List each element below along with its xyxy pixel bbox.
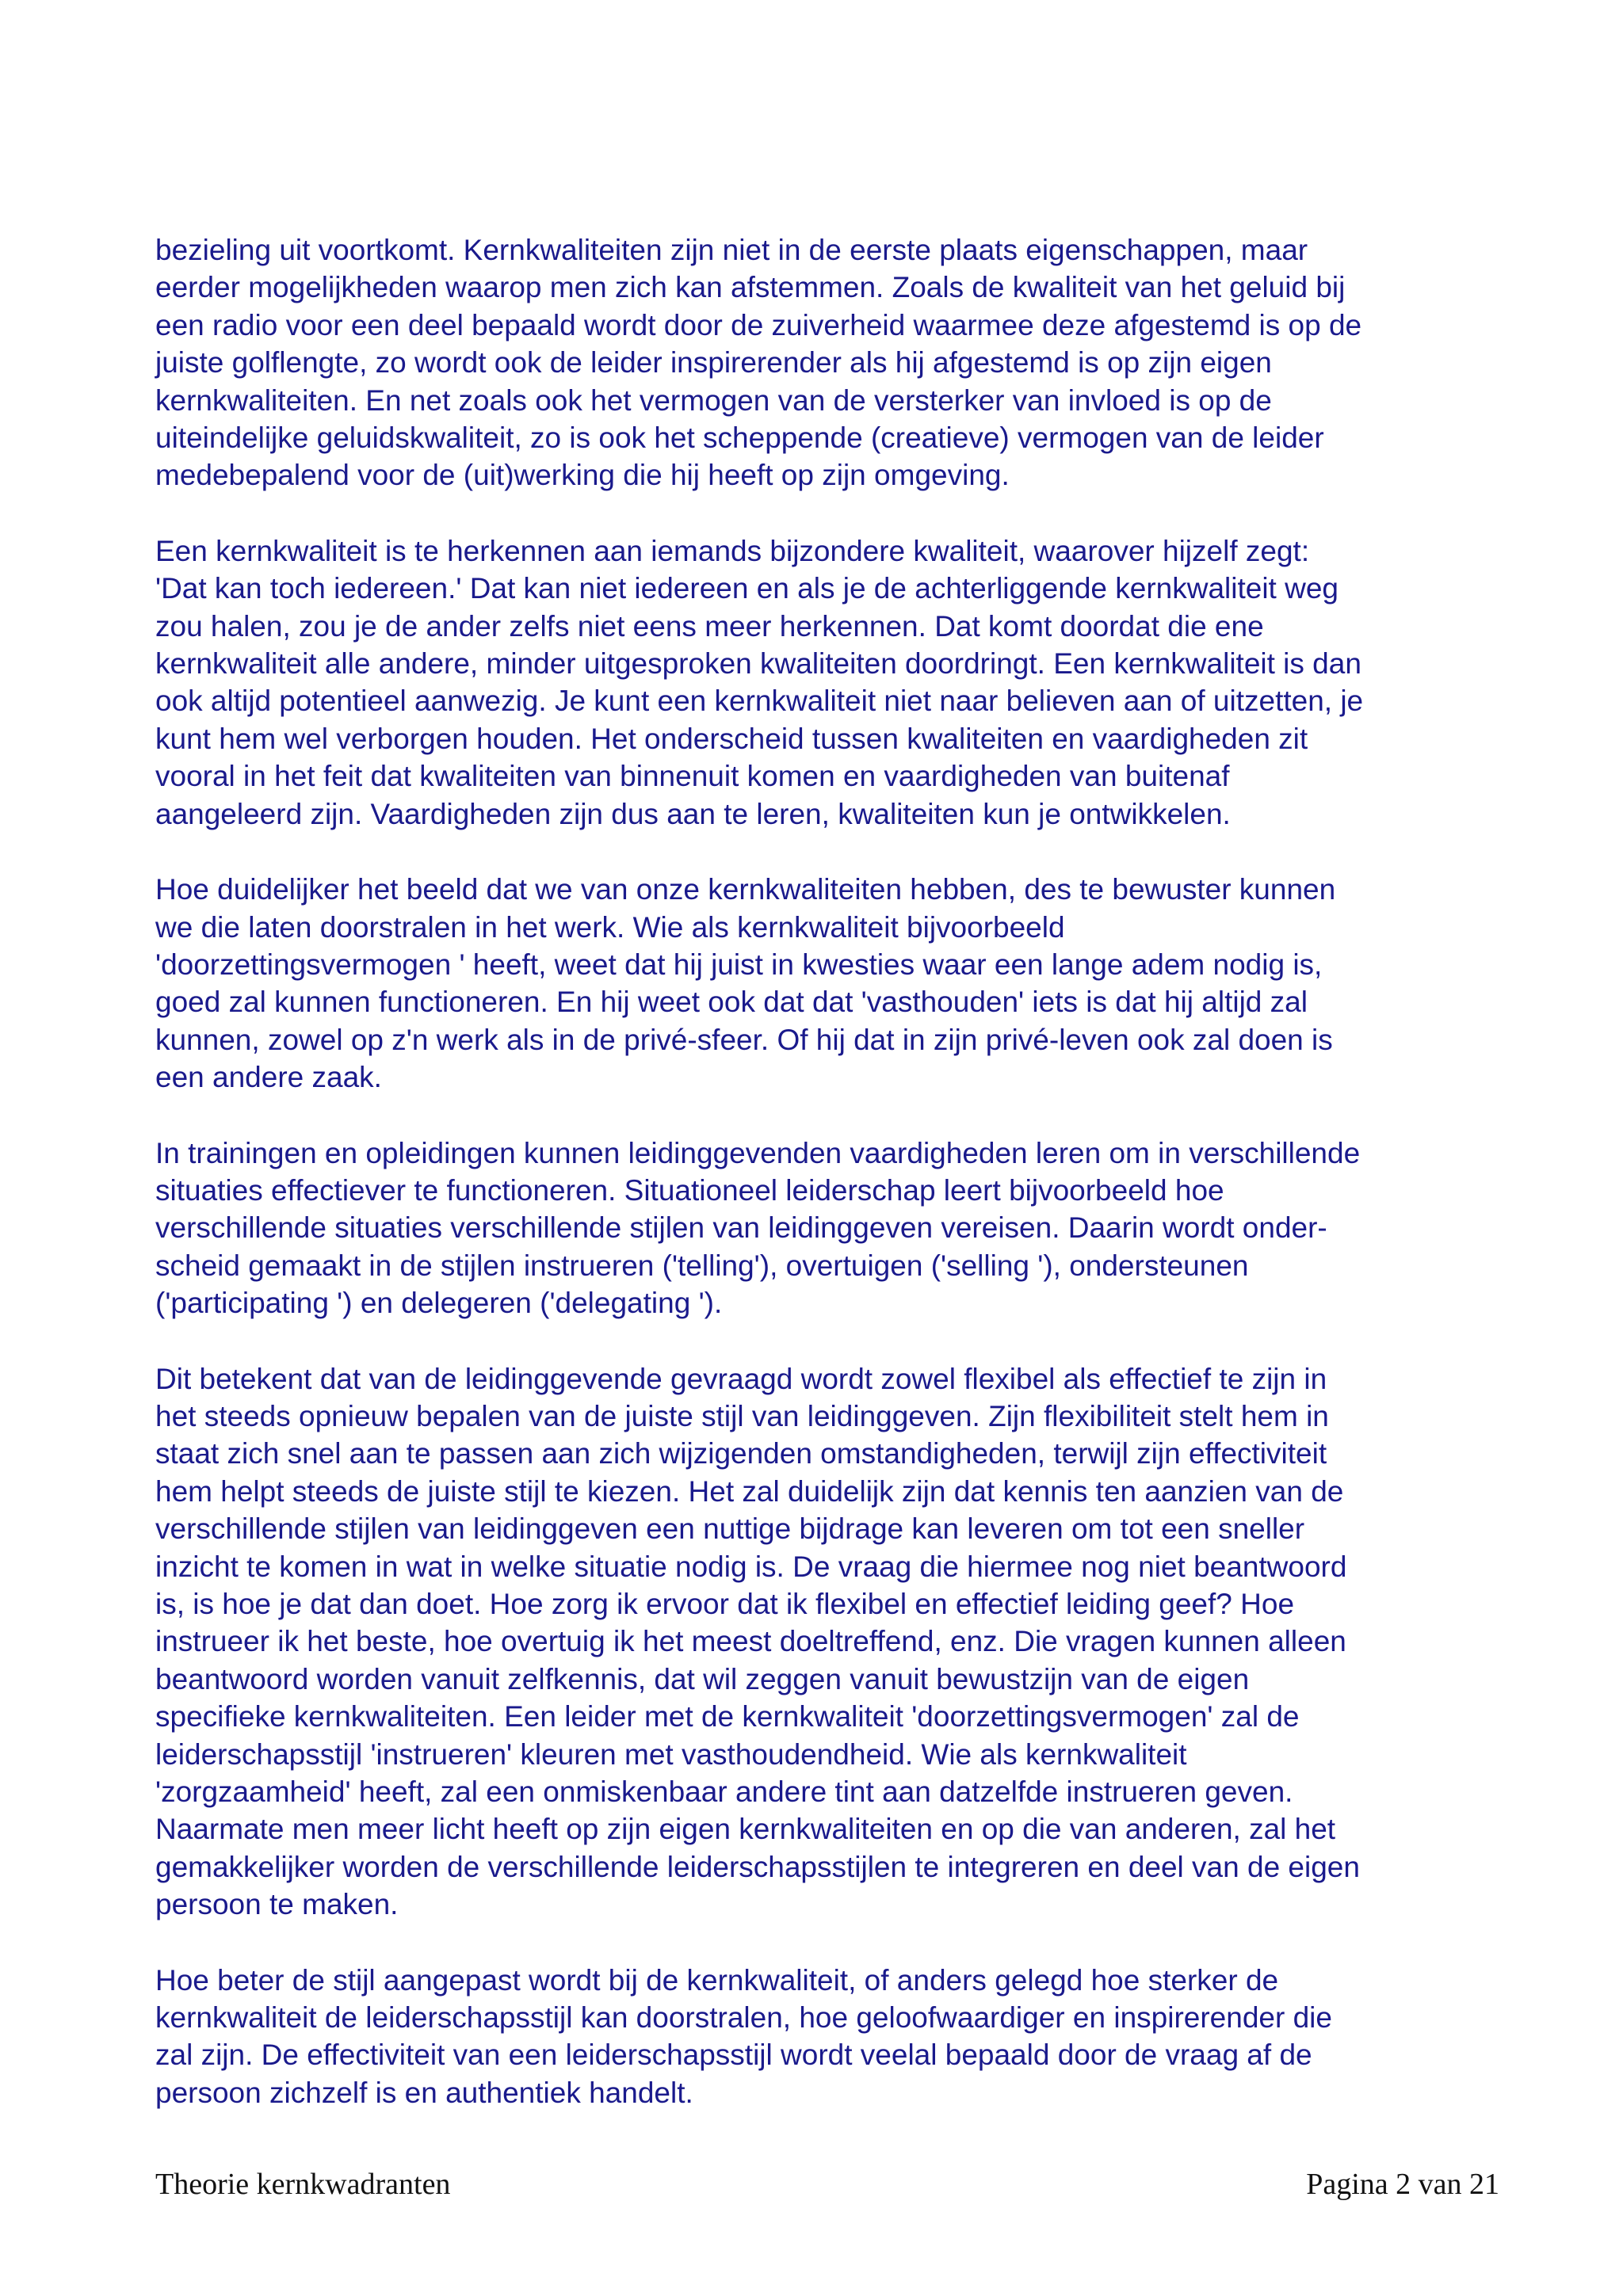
paragraph-5: Dit betekent dat van de leidinggevende gevraagd wordt zowel flexibel als effectief te zijn in het steeds opnieuw bepalen van de juiste stijl van leidinggeven. Zijn flexibiliteit stelt hem in staat zich snel aan te passen aan zich wijzigenden omstandigheden, terwijl zijn effectiviteit hem helpt steeds de juiste stijl te kiezen. Het zal duidelijk zijn dat kennis ten aanzien van de verschillende stijlen van leidinggeven een nuttige bijdrage kan leveren om tot een sneller inzicht te komen in wat in welke situatie nodig is. De vraag die hiermee nog niet beantwoord is, is hoe je dat dan doet. Hoe zorg ik ervoor dat ik flexibel en effectief leiding geef? Hoe instrueer ik het beste, hoe overtuig ik het meest doeltreffend, enz. Die vragen kunnen alleen beantwoord worden vanuit zelfkennis, dat wil zeggen vanuit bewustzijn van de eigen specifieke kernkwaliteiten. Een leider met de kernkwaliteit 'doorzettingsvermogen' zal de leiderschapsstijl 'instrueren' kleuren met vasthoudendheid. Wie als kernkwaliteit 'zorgzaamheid' heeft, zal een onmiskenbaar andere tint aan datzelfde instrueren geven. Naarmate men meer licht heeft op zijn eigen kernkwaliteiten en op die van anderen, zal het gemakkelijker worden de verschillende leiderschapsstijlen te integreren en deel van de eigen persoon te maken. — [155, 1362, 1360, 1921]
paragraph-4: In trainingen en opleidingen kunnen leidinggevenden vaardigheden leren om in verschillende situaties effectiever te functioneren. Situationeel leiderschap leert bijvoorbeeld hoe verschillende situaties verschillende stijlen van leidinggeven vereisen. Daarin wordt onder- scheid gemaakt in de stijlen instrueren ('telling'), overtuigen ('selling '), ondersteunen ('participating ') en delegeren ('delegating '). — [155, 1136, 1361, 1320]
footer-document-title: Theorie kernkwadranten — [155, 2168, 451, 2201]
paragraph-6: Hoe beter de stijl aangepast wordt bij de kernkwaliteit, of anders gelegd hoe sterker de kernkwaliteit de leiderschapsstijl kan doorstralen, hoe geloofwaardiger en inspirerender die zal zijn. De effectiviteit van een leiderschapsstijl wordt veelal bepaald door de vraag af de persoon zichzelf is en authentiek handelt. — [155, 1963, 1332, 2109]
paragraph-2: Een kernkwaliteit is te herkennen aan iemands bijzondere kwaliteit, waarover hijzelf zegt: 'Dat kan toch iedereen.' Dat kan niet iedereen en als je de achterliggende kernkwaliteit weg zou halen, zou je de ander zelfs niet eens meer herkennen. Dat komt doordat die ene kernkwaliteit alle andere, minder uitgesproken kwaliteiten doordringt. Een kernkwaliteit is dan ook altijd potentieel aanwezig. Je kunt een kernkwaliteit niet naar believen aan of uitzetten, je kunt hem wel verborgen houden. Het onderscheid tussen kwaliteiten en vaardigheden zit vooral in het feit dat kwaliteiten van binnenuit komen en vaardigheden van buitenaf aangeleerd zijn. Vaardigheden zijn dus aan te leren, kwaliteiten kun je ontwikkelen. — [155, 534, 1364, 830]
paragraph-3: Hoe duidelijker het beeld dat we van onze kernkwaliteiten hebben, des te bewuster kunnen we die laten doorstralen in het werk. Wie als kernkwaliteit bijvoorbeeld 'doorzettingsvermogen ' heeft, weet dat hij juist in kwesties waar een lange adem nodig is, goed zal kunnen functioneren. En hij weet ook dat dat 'vasthouden' iets is dat hij altijd zal kunnen, zowel op z'n werk als in de privé-sfeer. Of hij dat in zijn privé-leven ook zal doen is een andere zaak. — [155, 873, 1336, 1094]
page-body — [155, 231, 1526, 2149]
page-footer — [155, 2167, 1499, 2202]
footer-page-number: Pagina 2 van 21 — [1306, 2168, 1499, 2201]
paragraph-1: bezieling uit voortkomt. Kernkwaliteiten zijn niet in de eerste plaats eigenschappen, maar eerder mogelijkheden waarop men zich kan afstemmen. Zoals de kwaliteit van het geluid bij een radio voor een deel bepaald wordt door de zuiverheid waarmee deze afgestemd is op de juiste golflengte, zo wordt ook de leider inspirerender als hij afgestemd is op zijn eigen kernkwaliteiten. En net zoals ook het vermogen van de versterker van invloed is op de uiteindelijke geluidskwaliteit, zo is ook het scheppende (creatieve) vermogen van de leider medebepalend voor de (uit)werking die hij heeft op zijn omgeving. — [155, 234, 1362, 492]
